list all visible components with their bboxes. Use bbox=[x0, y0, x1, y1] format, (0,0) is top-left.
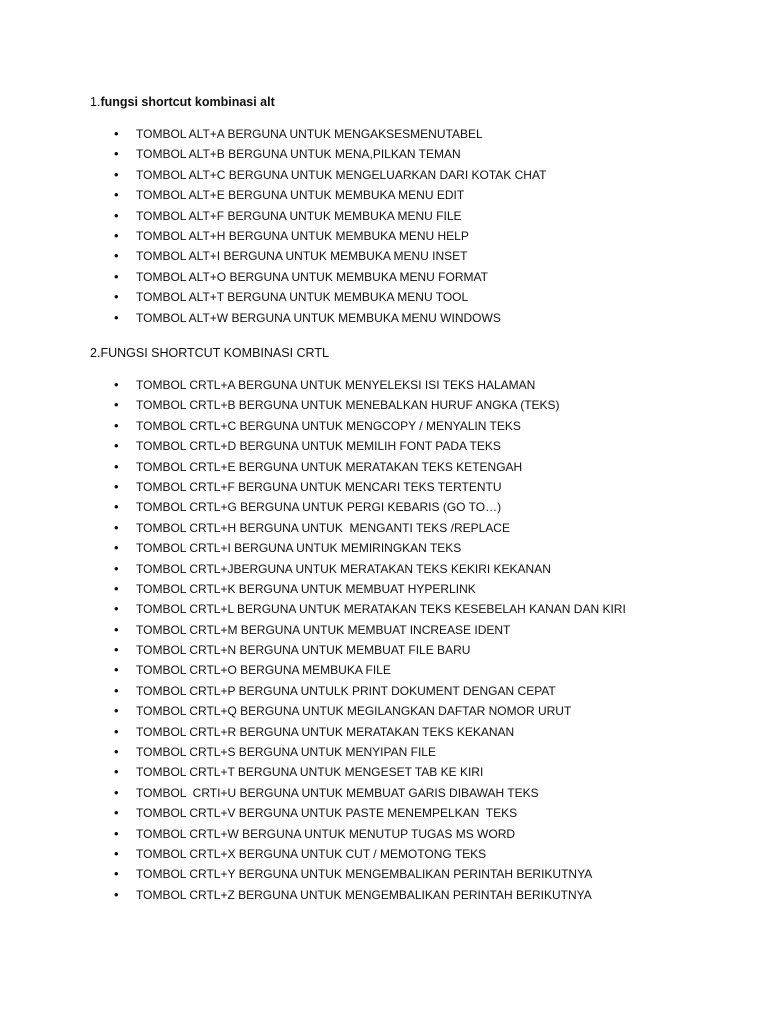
bullet-icon: • bbox=[114, 764, 119, 780]
list-item-text: TOMBOL CRTL+I BERGUNA UNTUK MEMIRINGKAN TEKS bbox=[136, 541, 462, 556]
bullet-icon: • bbox=[114, 438, 119, 454]
list-item-text: TOMBOL CRTL+C BERGUNA UNTUK MENGCOPY / MENYALIN TEKS bbox=[136, 418, 521, 433]
bullet-icon: • bbox=[114, 227, 119, 243]
section-2-number: 2. bbox=[90, 346, 101, 360]
list-item-text: TOMBOL CRTL+T BERGUNA UNTUK MENGESET TAB KE KIRI bbox=[136, 765, 484, 780]
list-item-text: TOMBOL ALT+E BERGUNA UNTUK MEMBUKA MENU EDIT bbox=[136, 188, 465, 203]
list-item-text: TOMBOL CRTL+W BERGUNA UNTUK MENUTUP TUGAS MS WORD bbox=[136, 826, 516, 841]
bullet-icon: • bbox=[114, 642, 119, 658]
bullet-icon: • bbox=[114, 166, 119, 182]
list-item bbox=[112, 681, 626, 701]
section-1-heading bbox=[90, 94, 275, 110]
section-1-number: 1. bbox=[90, 95, 101, 109]
list-item-text: TOMBOL ALT+H BERGUNA UNTUK MEMBUKA MENU HELP bbox=[136, 228, 469, 243]
list-item-text: TOMBOL CRTL+D BERGUNA UNTUK MEMILIH FONT PADA TEKS bbox=[136, 439, 501, 454]
bullet-icon: • bbox=[114, 499, 119, 515]
list-item bbox=[112, 308, 546, 328]
list-item-text: TOMBOL CRTL+N BERGUNA UNTUK MEMBUAT FILE BARU bbox=[136, 643, 471, 658]
list-item bbox=[112, 783, 626, 803]
list-item-text: TOMBOL CRTL+B BERGUNA UNTUK MENEBALKAN HURUF ANGKA (TEKS) bbox=[136, 398, 560, 413]
bullet-icon: • bbox=[114, 478, 119, 494]
list-item bbox=[112, 803, 626, 823]
bullet-icon: • bbox=[114, 784, 119, 800]
bullet-icon: • bbox=[114, 662, 119, 678]
list-item bbox=[112, 640, 626, 660]
section-2-list bbox=[112, 375, 626, 905]
list-item-text: TOMBOL CRTL+F BERGUNA UNTUK MENCARI TEKS TERTENTU bbox=[136, 479, 502, 494]
list-item-text: TOMBOL CRTI+U BERGUNA UNTUK MEMBUAT GARIS DIBAWAH TEKS bbox=[136, 785, 539, 800]
bullet-icon: • bbox=[114, 289, 119, 305]
bullet-icon: • bbox=[114, 580, 119, 596]
bullet-icon: • bbox=[114, 540, 119, 556]
list-item-text: TOMBOL CRTL+P BERGUNA UNTULK PRINT DOKUMENT DENGAN CEPAT bbox=[136, 683, 556, 698]
bullet-icon: • bbox=[114, 519, 119, 535]
list-item-text: TOMBOL CRTL+K BERGUNA UNTUK MEMBUAT HYPERLINK bbox=[136, 581, 476, 596]
list-item bbox=[112, 144, 546, 164]
bullet-icon: • bbox=[114, 417, 119, 433]
list-item-text: TOMBOL ALT+F BERGUNA UNTUK MEMBUKA MENU FILE bbox=[136, 208, 462, 223]
bullet-icon: • bbox=[114, 886, 119, 902]
list-item bbox=[112, 885, 626, 905]
bullet-icon: • bbox=[114, 703, 119, 719]
bullet-icon: • bbox=[114, 187, 119, 203]
list-item-text: TOMBOL ALT+T BERGUNA UNTUK MEMBUKA MENU TOOL bbox=[136, 290, 469, 305]
list-item bbox=[112, 185, 546, 205]
list-item-text: TOMBOL CRTL+O BERGUNA MEMBUKA FILE bbox=[136, 663, 391, 678]
list-item-text: TOMBOL CRTL+H BERGUNA UNTUK MENGANTI TEKS /REPLACE bbox=[136, 520, 510, 535]
list-item bbox=[112, 246, 546, 266]
list-item-text: TOMBOL ALT+A BERGUNA UNTUK MENGAKSESMENUTABEL bbox=[136, 127, 483, 141]
list-item-text: TOMBOL CRTL+S BERGUNA UNTUK MENYIPAN FILE bbox=[136, 745, 436, 760]
bullet-icon: • bbox=[114, 309, 119, 325]
list-item-text: TOMBOL CRTL+E BERGUNA UNTUK MERATAKAN TEKS KETENGAH bbox=[136, 459, 523, 474]
list-item-text: TOMBOL ALT+I BERGUNA UNTUK MEMBUKA MENU INSET bbox=[136, 249, 468, 264]
bullet-icon: • bbox=[114, 805, 119, 821]
list-item-text: TOMBOL CRTL+M BERGUNA UNTUK MEMBUAT INCREASE IDENT bbox=[136, 622, 511, 637]
list-item bbox=[112, 206, 546, 226]
section-2-title: FUNGSI SHORTCUT KOMBINASI CRTL bbox=[100, 346, 329, 360]
list-item bbox=[112, 864, 626, 884]
bullet-icon: • bbox=[114, 146, 119, 162]
list-item bbox=[112, 742, 626, 762]
list-item bbox=[112, 477, 626, 497]
bullet-icon: • bbox=[114, 601, 119, 617]
list-item bbox=[112, 538, 626, 558]
bullet-icon: • bbox=[114, 377, 119, 392]
list-item-text: TOMBOL ALT+O BERGUNA UNTUK MEMBUKA MENU FORMAT bbox=[136, 269, 488, 284]
list-item-text: TOMBOL CRTL+Z BERGUNA UNTUK MENGEMBALIKAN PERINTAH BERIKUTNYA bbox=[136, 887, 592, 902]
list-item bbox=[112, 395, 626, 415]
list-item-text: TOMBOL CRTL+L BERGUNA UNTUK MERATAKAN TEKS KESEBELAH KANAN DAN KIRI bbox=[136, 602, 626, 617]
bullet-icon: • bbox=[114, 248, 119, 264]
list-item bbox=[112, 267, 546, 287]
list-item bbox=[112, 660, 626, 680]
bullet-icon: • bbox=[114, 207, 119, 223]
list-item-text: TOMBOL CRTL+Q BERGUNA UNTUK MEGILANGKAN DAFTAR NOMOR URUT bbox=[136, 704, 572, 719]
bullet-icon: • bbox=[114, 458, 119, 474]
list-item-text: TOMBOL ALT+C BERGUNA UNTUK MENGELUARKAN DARI KOTAK CHAT bbox=[136, 167, 547, 182]
bullet-icon: • bbox=[114, 126, 119, 141]
bullet-icon: • bbox=[114, 268, 119, 284]
bullet-icon: • bbox=[114, 723, 119, 739]
list-item bbox=[112, 375, 626, 395]
list-item bbox=[112, 824, 626, 844]
list-item bbox=[112, 497, 626, 517]
list-item bbox=[112, 844, 626, 864]
list-item bbox=[112, 620, 626, 640]
list-item bbox=[112, 416, 626, 436]
list-item-text: TOMBOL CRTL+JBERGUNA UNTUK MERATAKAN TEKS KEKIRI KEKANAN bbox=[136, 561, 551, 576]
bullet-icon: • bbox=[114, 866, 119, 882]
bullet-icon: • bbox=[114, 560, 119, 576]
list-item bbox=[112, 701, 626, 721]
section-1-title: fungsi shortcut kombinasi alt bbox=[100, 95, 275, 109]
list-item bbox=[112, 559, 626, 579]
bullet-icon: • bbox=[114, 397, 119, 413]
list-item bbox=[112, 226, 546, 246]
list-item-text: TOMBOL CRTL+G BERGUNA UNTUK PERGI KEBARIS (GO TO…) bbox=[136, 500, 502, 515]
list-item bbox=[112, 457, 626, 477]
list-item bbox=[112, 762, 626, 782]
list-item bbox=[112, 165, 546, 185]
list-item bbox=[112, 579, 626, 599]
list-item bbox=[112, 124, 546, 144]
list-item-text: TOMBOL ALT+B BERGUNA UNTUK MENA,PILKAN TEMAN bbox=[136, 147, 461, 162]
bullet-icon: • bbox=[114, 744, 119, 760]
list-item-text: TOMBOL CRTL+R BERGUNA UNTUK MERATAKAN TEKS KEKANAN bbox=[136, 724, 515, 739]
list-item-text: TOMBOL CRTL+X BERGUNA UNTUK CUT / MEMOTONG TEKS bbox=[136, 846, 487, 861]
bullet-icon: • bbox=[114, 825, 119, 841]
bullet-icon: • bbox=[114, 621, 119, 637]
list-item-text: TOMBOL CRTL+A BERGUNA UNTUK MENYELEKSI ISI TEKS HALAMAN bbox=[136, 378, 536, 392]
list-item bbox=[112, 287, 546, 307]
list-item bbox=[112, 599, 626, 619]
list-item bbox=[112, 436, 626, 456]
section-1-list bbox=[112, 124, 546, 328]
list-item-text: TOMBOL CRTL+Y BERGUNA UNTUK MENGEMBALIKAN PERINTAH BERIKUTNYA bbox=[136, 867, 593, 882]
list-item bbox=[112, 722, 626, 742]
section-2-heading bbox=[90, 345, 329, 361]
list-item-text: TOMBOL ALT+W BERGUNA UNTUK MEMBUKA MENU WINDOWS bbox=[136, 310, 501, 325]
list-item-text: TOMBOL CRTL+V BERGUNA UNTUK PASTE MENEMPELKAN TEKS bbox=[136, 806, 518, 821]
bullet-icon: • bbox=[114, 682, 119, 698]
bullet-icon: • bbox=[114, 845, 119, 861]
list-item bbox=[112, 518, 626, 538]
